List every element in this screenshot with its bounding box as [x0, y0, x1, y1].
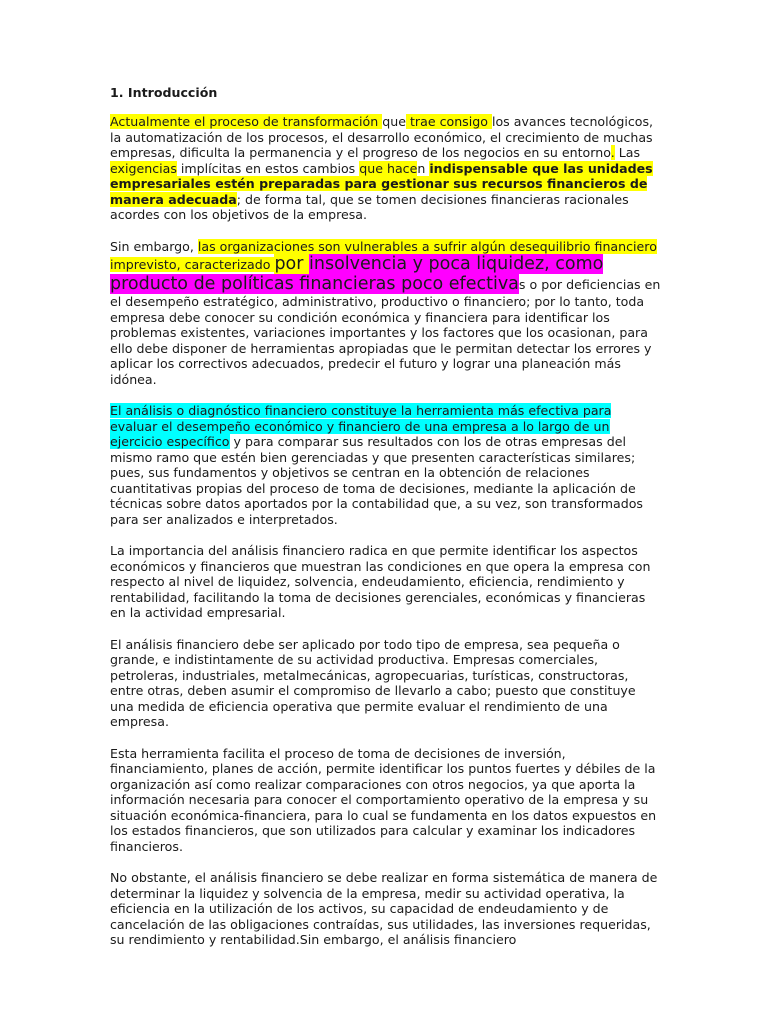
highlighted-text: que hace: [359, 160, 418, 176]
document-page: [110, 84, 662, 964]
paragraph-importance: La importancia del análisis financiero radica en que permite identificar los aspectos económicos y financieros que muestran las condiciones en que opera la empresa con respecto al nivel de liquidez, solvencia, endeudamiento, eficiencia, rendimiento y rentabilidad, facilitando la toma de decisiones gerenciales, económicas y financieras en la actividad empresarial.: [110, 543, 651, 620]
magenta-highlighted-large-text: insolvencia y poca liquidez, como producto de políticas financieras poco efectiva: [110, 254, 604, 294]
body-text: los avances tecnológicos, la automatización de los procesos, el desarrollo económico, el crecimiento de muchas empresas, dificulta la permanencia y el progreso de los negocios en su entorno: [110, 114, 654, 160]
paragraph-application: El análisis financiero debe ser aplicado por todo tipo de empresa, sea pequeña o grande, e indistintamente de su actividad productiva. Empresas comerciales, petroleras, industriales, metalmecánicas, agropecuarias, turísticas, constructoras, entre otras, deben asumir el compromiso de llevarlo a cabo; puesto que constituye una medida de eficiencia operativa que permite evaluar el rendimiento de una empresa.: [110, 636, 636, 729]
highlighted-large-text: por: [274, 254, 310, 274]
paragraph-vulnerability: [110, 239, 662, 388]
body-text: Sin embargo,: [110, 238, 198, 254]
highlighted-text: trae consigo: [405, 114, 492, 129]
highlighted-text: exigencias: [110, 160, 177, 176]
section-heading: 1. Introducción: [110, 85, 218, 100]
highlighted-bold-text: indispensable que las unidades empresariales estén preparadas para gestionar sus recursos financieros de manera adecuada: [110, 160, 653, 207]
body-text: Las: [614, 145, 641, 160]
body-text: que: [382, 114, 406, 129]
highlighted-text: las organizaciones son vulnerables a sufrir algún desequilibrio financiero imprevisto, caracterizado: [110, 238, 657, 272]
body-text: n: [417, 160, 426, 176]
paragraph-systematic: No obstante, el análisis financiero se debe realizar en forma sistemática de manera de determinar la liquidez y solvencia de la empresa, medir su actividad operativa, la eficiencia en la utilización de los activos, su capacidad de endeudamiento y de cancelación de las obligaciones contraídas, sus utilidades, las inversiones requeridas, su rendimiento y rentabilidad.Sin embargo, el análisis financiero: [110, 870, 658, 947]
body-text: s o por deficiencias en el desempeño estratégico, administrativo, productivo o financiero; por lo tanto, toda empresa debe conocer su condición económica y financiera para identificar los problemas existentes, variaciones importantes y los factores que los ocasionan, para ello debe disponer de herramientas apropiadas que le permitan detectar los errores y aplicar los correctivos adecuados, predecir el futuro y lograr una planeación más idónea.: [110, 277, 661, 387]
body-text: y para comparar sus resultados con los de otras empresas del mismo ramo que estén bien gerenciadas y que presenten características similares; pues, sus fundamentos y objetivos se centran en la obtención de relaciones cuantitativas propias del proceso de toma de decisiones, mediante la aplicación de técnicas sobre datos aportados por la contabilidad que, a su vez, son transformados para ser analizados e interpretados.: [110, 434, 643, 527]
cyan-highlighted-text: El análisis o diagnóstico financiero constituye la herramienta más efectiva para evaluar el desempeño económico y financiero de una empresa a lo largo de un ejercicio específico: [110, 403, 612, 449]
body-text: ; de forma tal, que se tomen decisiones financieras racionales acordes con los objetivos de la empresa.: [110, 191, 629, 222]
paragraph-introduction: [110, 114, 662, 223]
highlighted-text: Actualmente el proceso de transformación: [110, 114, 383, 129]
body-text: implícitas en estos cambios: [176, 160, 360, 176]
paragraph-tool: Esta herramienta facilita el proceso de toma de decisiones de inversión, financiamiento, planes de acción, permite identificar los puntos fuertes y débiles de la organización así como realizar comparaciones con otros negocios, ya que aporta la información necesaria para conocer el comportamiento operativo de la empresa y su situación económica-financiera, para lo cual se fundamenta en los datos expuestos en los estados financieros, que son utilizados para calcular y examinar los indicadores financieros.: [110, 745, 657, 854]
paragraph-financial-analysis: [110, 403, 662, 527]
highlighted-text: .: [610, 145, 615, 160]
